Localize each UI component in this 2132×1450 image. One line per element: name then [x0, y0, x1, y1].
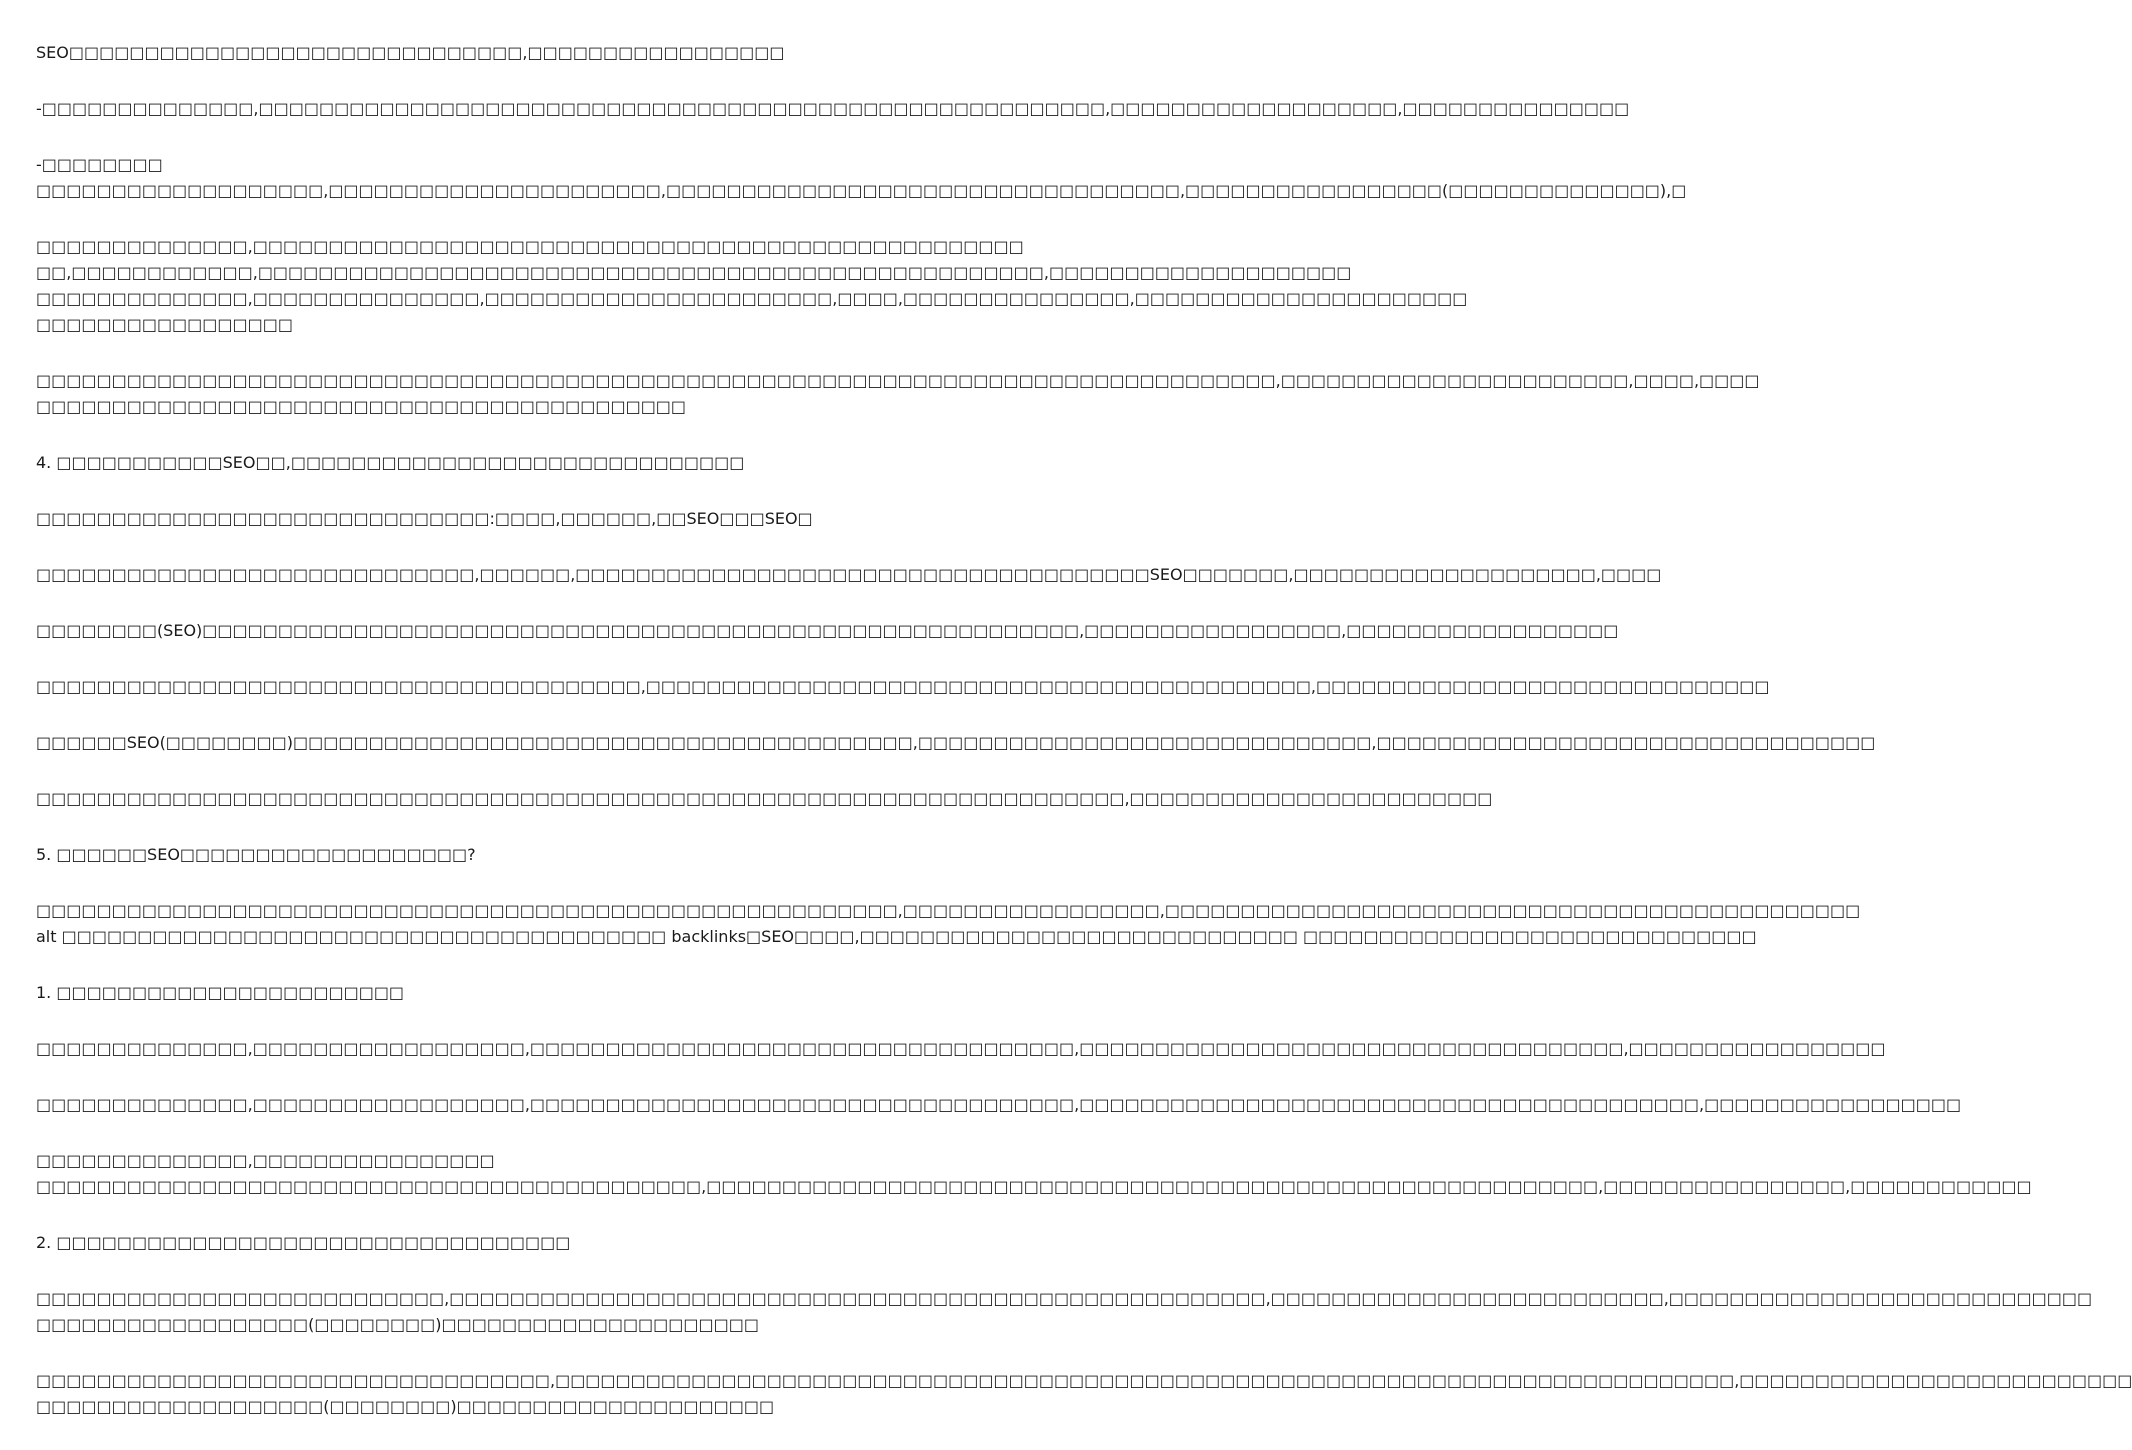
text-line: □□□□□□□□□□□□□□,□□□□□□□□□□□□□□□□□□□□□□□□□□□□□□□□□□□□□□□□□□□□□□□□□□□ [36, 237, 1024, 256]
document-body [36, 40, 2132, 1450]
text-line: 2. □□□□□□□□□□□□□□□□□□□□□□□□□□□□□□□□□□ [36, 1233, 571, 1252]
text-line: □□□□□□□□□□□□□□□□□□□□□□□□□□□□□□□□□□,□□□□□□□□□□□□□□□□□□□□□□□□□□□□□□□□□□□□□□□□□□□□□□□□□□□□□□□□□□□□□□□□□□□□□□□□□□□□□□,□□□□□□□□□□□□□□□□□□□□□□□□□□ [36, 1371, 2132, 1390]
paragraph [36, 1092, 1962, 1118]
paragraph [36, 152, 1687, 204]
text-line: -□□□□□□□□□□□□□□,□□□□□□□□□□□□□□□□□□□□□□□□□□□□□□□□□□□□□□□□□□□□□□□□□□□□□□□□,□□□□□□□□□□□□□□□□□□□,□□□□□□□□□□□□□□□ [36, 99, 1630, 118]
text-line: □□□□□□□□□□□□□□,□□□□□□□□□□□□□□□□□□,□□□□□□□□□□□□□□□□□□□□□□□□□□□□□□□□□□□□,□□□□□□□□□□□□□□□□□□□□□□□□□□□□□□□□□□□□,□□□□□□□□□□□□□□□□□ [36, 1039, 1886, 1058]
paragraph [36, 1368, 2132, 1420]
text-line: □□□□□□□□□□□□□□□□□□□□□□□□□□□□□□:□□□□,□□□□□□,□□SEO□□□SEO□ [36, 509, 813, 528]
text-line: □□□□□□□□□□□□□□□□□□□□□□□□□□□□□□□□□□□□□□□□□□□□□□□□□□□□□□□□□,□□□□□□□□□□□□□□□□□,□□□□□□□□□□□□□□□□□□□□□□□□□□□□□□□□□□□□□□□□□□□□□□ [36, 901, 1861, 920]
text-line: □□□□□□□□□□□□□□□□□□□□□□□□□□□□□□□□□□□□□□□□,□□□□□□□□□□□□□□□□□□□□□□□□□□□□□□□□□□□□□□□□□□□□,□□□□□□□□□□□□□□□□□□□□□□□□□□□□□□ [36, 677, 1770, 696]
text-line: □□□□□□□□□□□□□□□□□□□□□□□□□□□□□,□□□□□□,□□□□□□□□□□□□□□□□□□□□□□□□□□□□□□□□□□□□□□SEO□□□□□□□,□□□□□□□□□□□□□□□□□□□□,□□□□ [36, 565, 1662, 584]
text-line: □□□□□□□□□□□□□□□□□□□(□□□□□□□□)□□□□□□□□□□□□□□□□□□□□□ [36, 1397, 775, 1416]
paragraph [36, 506, 990, 532]
text-line: SEO□□□□□□□□□□□□□□□□□□□□□□□□□□□□□□,□□□□□□□□□□□□□□□□□ [36, 43, 785, 62]
text-line: -□□□□□□□□ [36, 155, 163, 174]
paragraph [36, 1148, 2032, 1200]
text-line: □□□□□□□□□□□□□□□□□□□□□□□□□□□,□□□□□□□□□□□□□□□□□□□□□□□□□□□□□□□□□□□□□□□□□□□□□□□□□□□□□□,□□□□□□□□□□□□□□□□□□□□□□□□□□,□□□□□□□□□□□□□□□□□□□□□□□□□□□□ [36, 1289, 2093, 1308]
paragraph [36, 368, 1760, 420]
text-line: □□□□□□□□□□□□□□□□□□□□□□□□□□□□□□□□□□□□□□□□□□□□,□□□□□□□□□□□□□□□□□□□□□□□□□□□□□□□□□□□□□□□□□□□□□□□□□□□□□□□□□□□,□□□□□□□□□□□□□□□□,□□□□□□□□□□□□ [36, 1177, 2032, 1196]
paragraph [36, 980, 990, 1006]
text-line: □□□□□□SEO(□□□□□□□□)□□□□□□□□□□□□□□□□□□□□□□□□□□□□□□□□□□□□□□□□□,□□□□□□□□□□□□□□□□□□□□□□□□□□□□□□,□□□□□□□□□□□□□□□□□□□□□□□□□□□□□□□□□ [36, 733, 1876, 752]
text-line: □□□□□□□□□□□□□□□□□□□□□□□□□□□□□□□□□□□□□□□□□□□□□□□□□□□□□□□□□□□□□□□□□□□□□□□□,□□□□□□□□□□□□□□□□□□□□□□□□ [36, 789, 1493, 808]
paragraph [36, 842, 990, 868]
text-line: □□□□□□□□□□□□□□,□□□□□□□□□□□□□□□□□□,□□□□□□□□□□□□□□□□□□□□□□□□□□□□□□□□□□□□,□□□□□□□□□□□□□□□□□□□□□□□□□□□□□□□□□□□□□□□□□,□□□□□□□□□□□□□□□□□ [36, 1095, 1962, 1114]
text-line: alt □□□□□□□□□□□□□□□□□□□□□□□□□□□□□□□□□□□□□□□□ backlinks□SEO□□□□,□□□□□□□□□□□□□□□□□□□□□□□□□□□□□ □□□□□□□□□□□□□□□□□□□□□□□□□□□□□□ [36, 927, 1757, 946]
paragraph [36, 1286, 2093, 1338]
text-line: □□□□□□□□□□□□□□,□□□□□□□□□□□□□□□,□□□□□□□□□□□□□□□□□□□□□□□,□□□□,□□□□□□□□□□□□□□□,□□□□□□□□□□□□□□□□□□□□□□ [36, 289, 1468, 308]
text-line: □□□□□□□□□□□□□□□□□□(□□□□□□□□)□□□□□□□□□□□□□□□□□□□□□ [36, 1315, 759, 1334]
paragraph [36, 1036, 1886, 1062]
paragraph [36, 730, 1876, 756]
text-line: 5. □□□□□□SEO□□□□□□□□□□□□□□□□□□□? [36, 845, 476, 864]
text-line: □□□□□□□□□□□□□□□□□□□,□□□□□□□□□□□□□□□□□□□□□□,□□□□□□□□□□□□□□□□□□□□□□□□□□□□□□□□□□,□□□□□□□□□□□□□□□□□(□□□□□□□□□□□□□□),□ [36, 181, 1687, 200]
text-line: □□,□□□□□□□□□□□□,□□□□□□□□□□□□□□□□□□□□□□□□□□□□□□□□□□□□□□□□□□□□□□□□□□□□,□□□□□□□□□□□□□□□□□□□□ [36, 263, 1352, 282]
text-line: □□□□□□□□(SEO)□□□□□□□□□□□□□□□□□□□□□□□□□□□□□□□□□□□□□□□□□□□□□□□□□□□□□□□□□□,□□□□□□□□□□□□□□□□□,□□□□□□□□□□□□□□□□□□ [36, 621, 1619, 640]
paragraph [36, 40, 990, 66]
paragraph [36, 618, 1619, 644]
text-line: 4. □□□□□□□□□□□SEO□□,□□□□□□□□□□□□□□□□□□□□□□□□□□□□□□ [36, 453, 745, 472]
paragraph [36, 450, 990, 476]
paragraph [36, 674, 1770, 700]
text-line: 1. □□□□□□□□□□□□□□□□□□□□□□□ [36, 983, 405, 1002]
paragraph [36, 898, 1861, 950]
text-line: □□□□□□□□□□□□□□□□□□□□□□□□□□□□□□□□□□□□□□□□□□□ [36, 397, 687, 416]
text-line: □□□□□□□□□□□□□□□□□ [36, 315, 293, 334]
text-line: □□□□□□□□□□□□□□□□□□□□□□□□□□□□□□□□□□□□□□□□□□□□□□□□□□□□□□□□□□□□□□□□□□□□□□□□□□□□□□□□□□,□□□□□□□□□□□□□□□□□□□□□□□,□□□□,□□□□ [36, 371, 1760, 390]
paragraph [36, 234, 1468, 338]
paragraph [36, 562, 1662, 588]
paragraph [36, 1230, 990, 1256]
text-line: □□□□□□□□□□□□□□,□□□□□□□□□□□□□□□□ [36, 1151, 495, 1170]
paragraph [36, 786, 1493, 812]
paragraph [36, 96, 1630, 122]
